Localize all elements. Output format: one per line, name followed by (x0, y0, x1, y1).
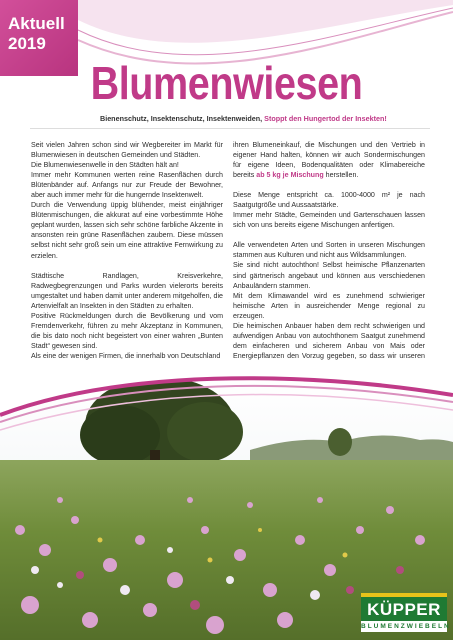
paragraph: Positive Rückmeldungen durch die Bevölkerung und vom Fremdenverkehr, führen zu mehr Akzeptanz in Kommunen, die bis dato noch nicht begeistert von einer wahren „Bunten Stadt“ gewesen sind. (31, 311, 223, 350)
page-title: Blumenwiesen (90, 57, 363, 109)
page-subtitle (100, 114, 440, 123)
paragraph: Als eine der wenigen Firmen, die innerhalb von Deutschland (31, 351, 221, 360)
photo-swoosh-decoration (0, 360, 453, 450)
paragraph: Städtische Randlagen, Kreisverkehre, Radwegbegrenzungen und Parks wurden vielerorts bereits umgestaltet und haben damit unter anderem mitgeholfen, die Artenvielfalt an Insekten in den Städten zu erhalten. (31, 271, 223, 310)
article-column-left (31, 140, 223, 361)
paragraph-text: ihren Blumeneinkauf, die Mischungen und den Vertrieb in eigener Hand halten, können wir auch Sondermischungen für eigene Ideen, Bodenqualitäten oder Klimabereiche bereits (233, 141, 425, 180)
paragraph: Durch die Verwendung üppig blühender, meist einjähriger Blütenmischungen, die akkurat auf eine vorbestimmte Höhe geplant wurden, lassen sich sehr schöne farbliche Akzente in ansonsten rein grüne Rasenflächen zaubern. Diese müssen selbst nicht sehr groß sein um eine attraktive Fernwirkung zu erzielen. (31, 201, 223, 260)
paragraph: Die heimischen Anbauer haben dem recht schwierigen und aufwendigen Anbau von autochthonem Saatgut zunehmend dem einfacheren und sicherem Anbau von Mais oder Energiepflanzen den Vorzug gegeben, so dass wir unseren (233, 321, 425, 360)
paragraph: Die Blumenwiesenwelle in den Städten hält an! (31, 161, 179, 170)
subtitle-text: Bienenschutz, Insektenschutz, Insektenweiden, (100, 114, 265, 123)
subtitle-highlight: Stoppt den Hungertod der Insekten! (264, 114, 387, 123)
header-divider (30, 128, 430, 129)
paragraph (233, 140, 425, 180)
paragraph: Alle verwendeten Arten und Sorten in unseren Mischungen stammen aus Kulturen und nicht aus Wildsammlungen. (233, 241, 425, 260)
logo-tagline: BLUMENZWIEBELN (361, 623, 451, 630)
paragraph: Sie sind nicht autochthon! Selbst heimische Pflanzenarten sind gärtnerisch angebaut und können aus verschiedenen Anbauländern stammen. (233, 261, 425, 290)
highlight-text: ab 5 kg je Mischung (256, 171, 324, 180)
paragraph-text: herstellen. (323, 171, 359, 180)
paragraph: Immer mehr Städte, Gemeinden und Gartenschauen lassen sich von uns bereits eigene Mischungen anfertigen. (233, 211, 425, 230)
article-column-right (233, 140, 425, 371)
badge-label: Aktuell (8, 14, 65, 33)
paragraph: Mit dem Klimawandel wird es zunehmend schwieriger heimische Arten in ausreichender Menge regional zu erzeugen. (233, 291, 425, 320)
paragraph: Seit vielen Jahren schon sind wir Wegbereiter im Markt für Blumenwiesen in deutschen Gemeinden und Städten. (31, 141, 223, 160)
paragraph: Diese Menge entspricht ca. 1000-4000 m² je nach Saatgutgröße und Aussaatstärke. (233, 191, 425, 210)
paragraph: Immer mehr Kommunen werten reine Rasenflächen durch Blütenbänder auf. Anfangs nur zur Freude der Bewohner, aber auch immer mehr für die hungernde Insektenwelt. (31, 171, 223, 200)
logo-brand-name: KÜPPER (361, 593, 447, 621)
badge-year: 2019 (8, 34, 46, 53)
kuepper-logo (361, 593, 451, 632)
